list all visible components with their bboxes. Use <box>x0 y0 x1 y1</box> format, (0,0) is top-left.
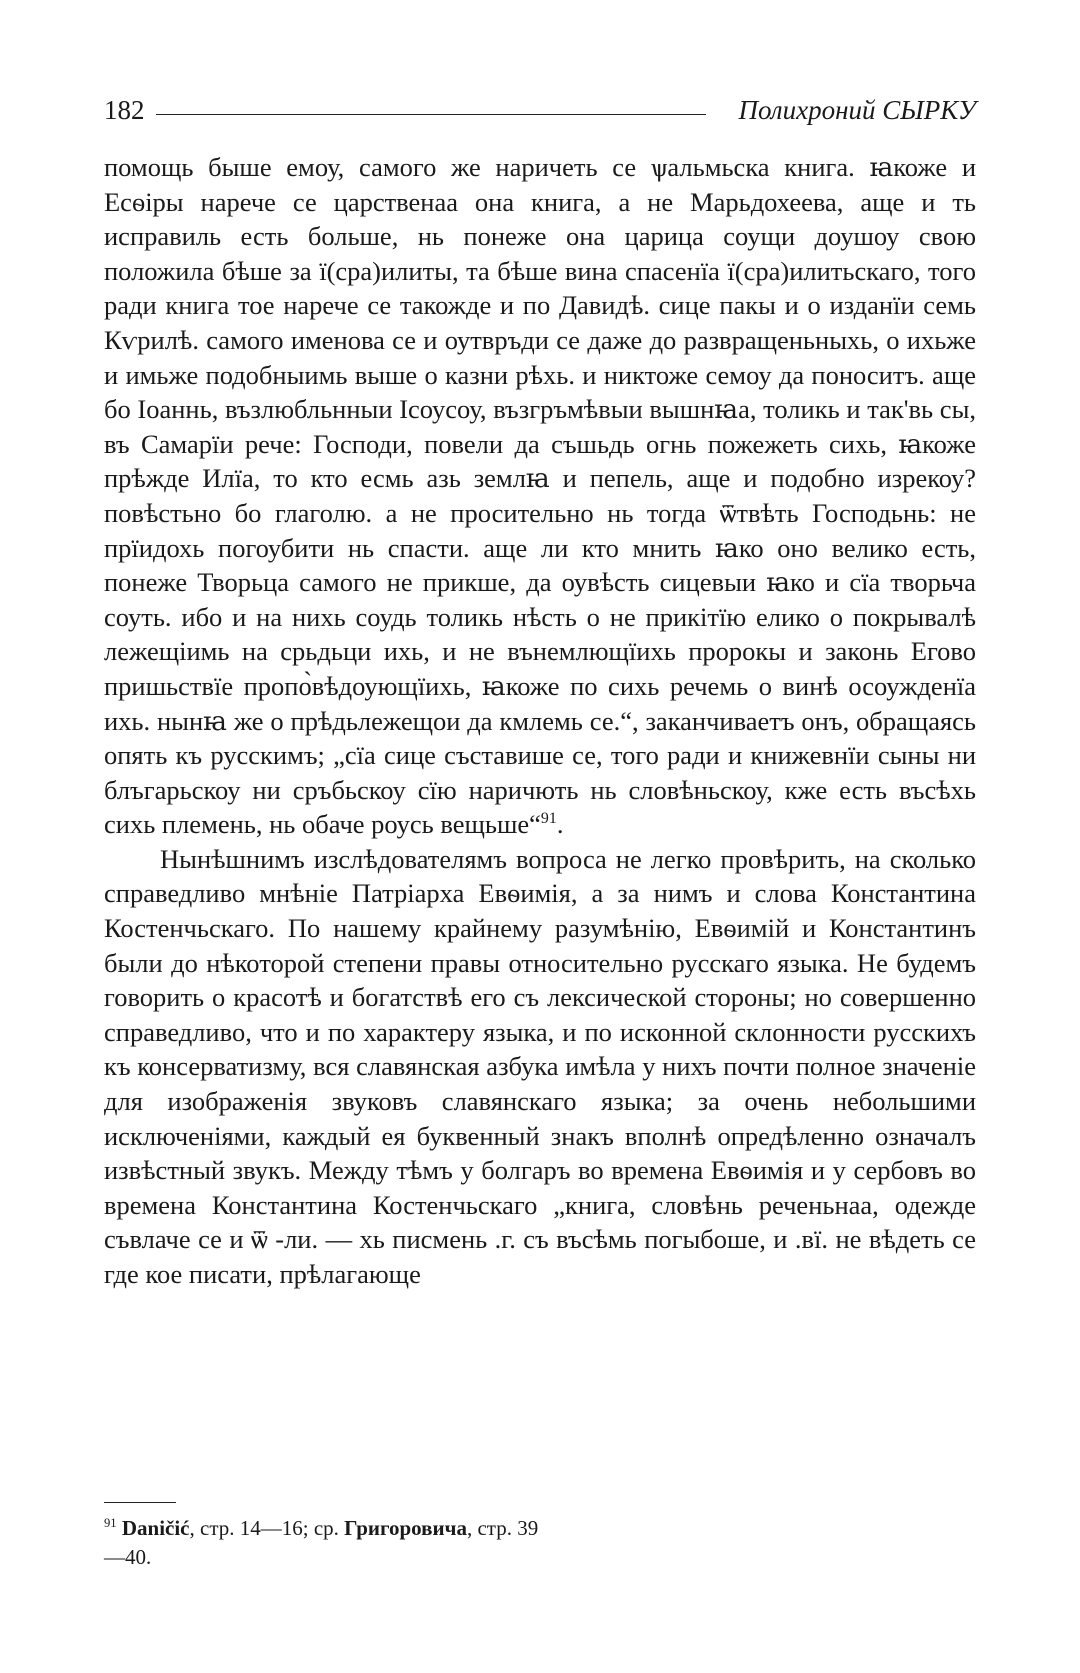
footnote-ref1: , стр. 14—16; ср. <box>189 1516 345 1540</box>
body-text <box>104 150 976 1292</box>
footnote-author2: Григоровича <box>344 1516 467 1540</box>
footnote-author: Daničić <box>121 1516 190 1540</box>
footnote-number: 91 <box>104 1516 117 1530</box>
footnote-rule <box>104 1502 176 1503</box>
page-number: 182 <box>104 95 145 125</box>
footnote-ref2: , стр. 39—40. <box>104 1516 539 1569</box>
running-title: Полихроний СЫРКУ <box>738 95 976 125</box>
page-header <box>104 92 976 132</box>
header-rule <box>156 114 706 115</box>
footnote-ref: 91 <box>540 810 557 828</box>
paragraph-1-end: . <box>556 809 564 840</box>
paragraph-1 <box>104 150 976 842</box>
paragraph-2: Нынѣшнимъ изслѣдователямъ вопроса не легко провѣрить, на сколько справедливо мнѣніе Патріарха Евѳимія, а за нимъ и слова Константина Костенчьскаго. По нашему крайнему разумѣнію, Евѳимій и Константинъ были до нѣкоторой степени правы относительно русскаго языка. Не будемъ говорить о красотѣ и богатствѣ его съ лексической стороны; но совершенно справедливо, что и по характеру языка, и по исконной склонности русскихъ къ консерватизму, вся славянская азбука имѣла у нихъ почти полное значеніе для изображенія звуковъ славянскаго языка; за очень небольшими исключеніями, каждый ея буквенный знакъ вполнѣ опредѣленно означалъ извѣстный звукъ. Между тѣмъ у болгаръ во времена Евѳимія и у сербовъ во времена Константина Костенчьскаго „книга, словѣнь реченьнаа, одежде съвлаче се и ѿ -ли. — хь писмень .г. съ въсѣмь погыбоше, и .вї. не вѣдеть се где кое писати, прѣлагающе <box>104 843 976 1289</box>
footnote <box>104 1514 544 1572</box>
paragraph-1-text: помощь быше емоу, самого же наричеть се ѱальмьска книга. ꙗкоже и Есѳіры нарече се царственаа она книга, а не Марьдохеева, аще и ть исправиль есть больше, нь понеже она царица соущи доушоу свою положила бѣше за ї(сра)илиты, та бѣше вина спасенїа ї(сра)илитьскаго, того ради книга тое нарече се такожде и по Давидѣ. сице пакы и о изданїи семь Кѵрилѣ. самого именова се и оутвръди се даже до развращеньныхь, о ихьже и имьже подобныимь выше о казни рѣхь. и никтоже семоу да поноситъ. аще бо Іоаннь, възлюбльнныи Ісоусоу, възгръмѣвыи вышнꙗа, толикь и так'вь сы, въ Самарїи рече: Господи, повели да съшьдь огнь пожежеть сихь, ꙗкоже прѣжде Илїа, то кто есмь азь землꙗ и пепель, аще и подобно изрекоу? повѣстьно бо глаголю. а не просительно нь тогда ѿтвѣть Господьнь: не прїидохь погоубити нь спасти. аще ли кто мнить ꙗко оно велико есть, понеже Творьца самого не прикше, да оувѣсть сицевыи ꙗко и сїа творьча соуть. ибо и на нихь соудь толикь нѣсть о не прикітїю елико о покрывалѣ лежещіимь на срьдьци ихь, и не вънемлющїихь пророкы и законь Егово пришьствїе пропо̀вѣдоующїихь, ꙗкоже по сихь речемь о винѣ осоужденїа ихь. нынꙗ же о прѣдьлежещои да кмлемь се.“, заканчиваетъ онъ, обращаясь опять къ русскимъ; „сїа сице съставише се, того ради и книжевнїи сыны ни блъгарьскоу ни сръбьскоу сїю наричють нь словѣньскоу, кже есть въсѣхь сихь племень, нь обаче роусь вещьше“ <box>104 152 976 840</box>
